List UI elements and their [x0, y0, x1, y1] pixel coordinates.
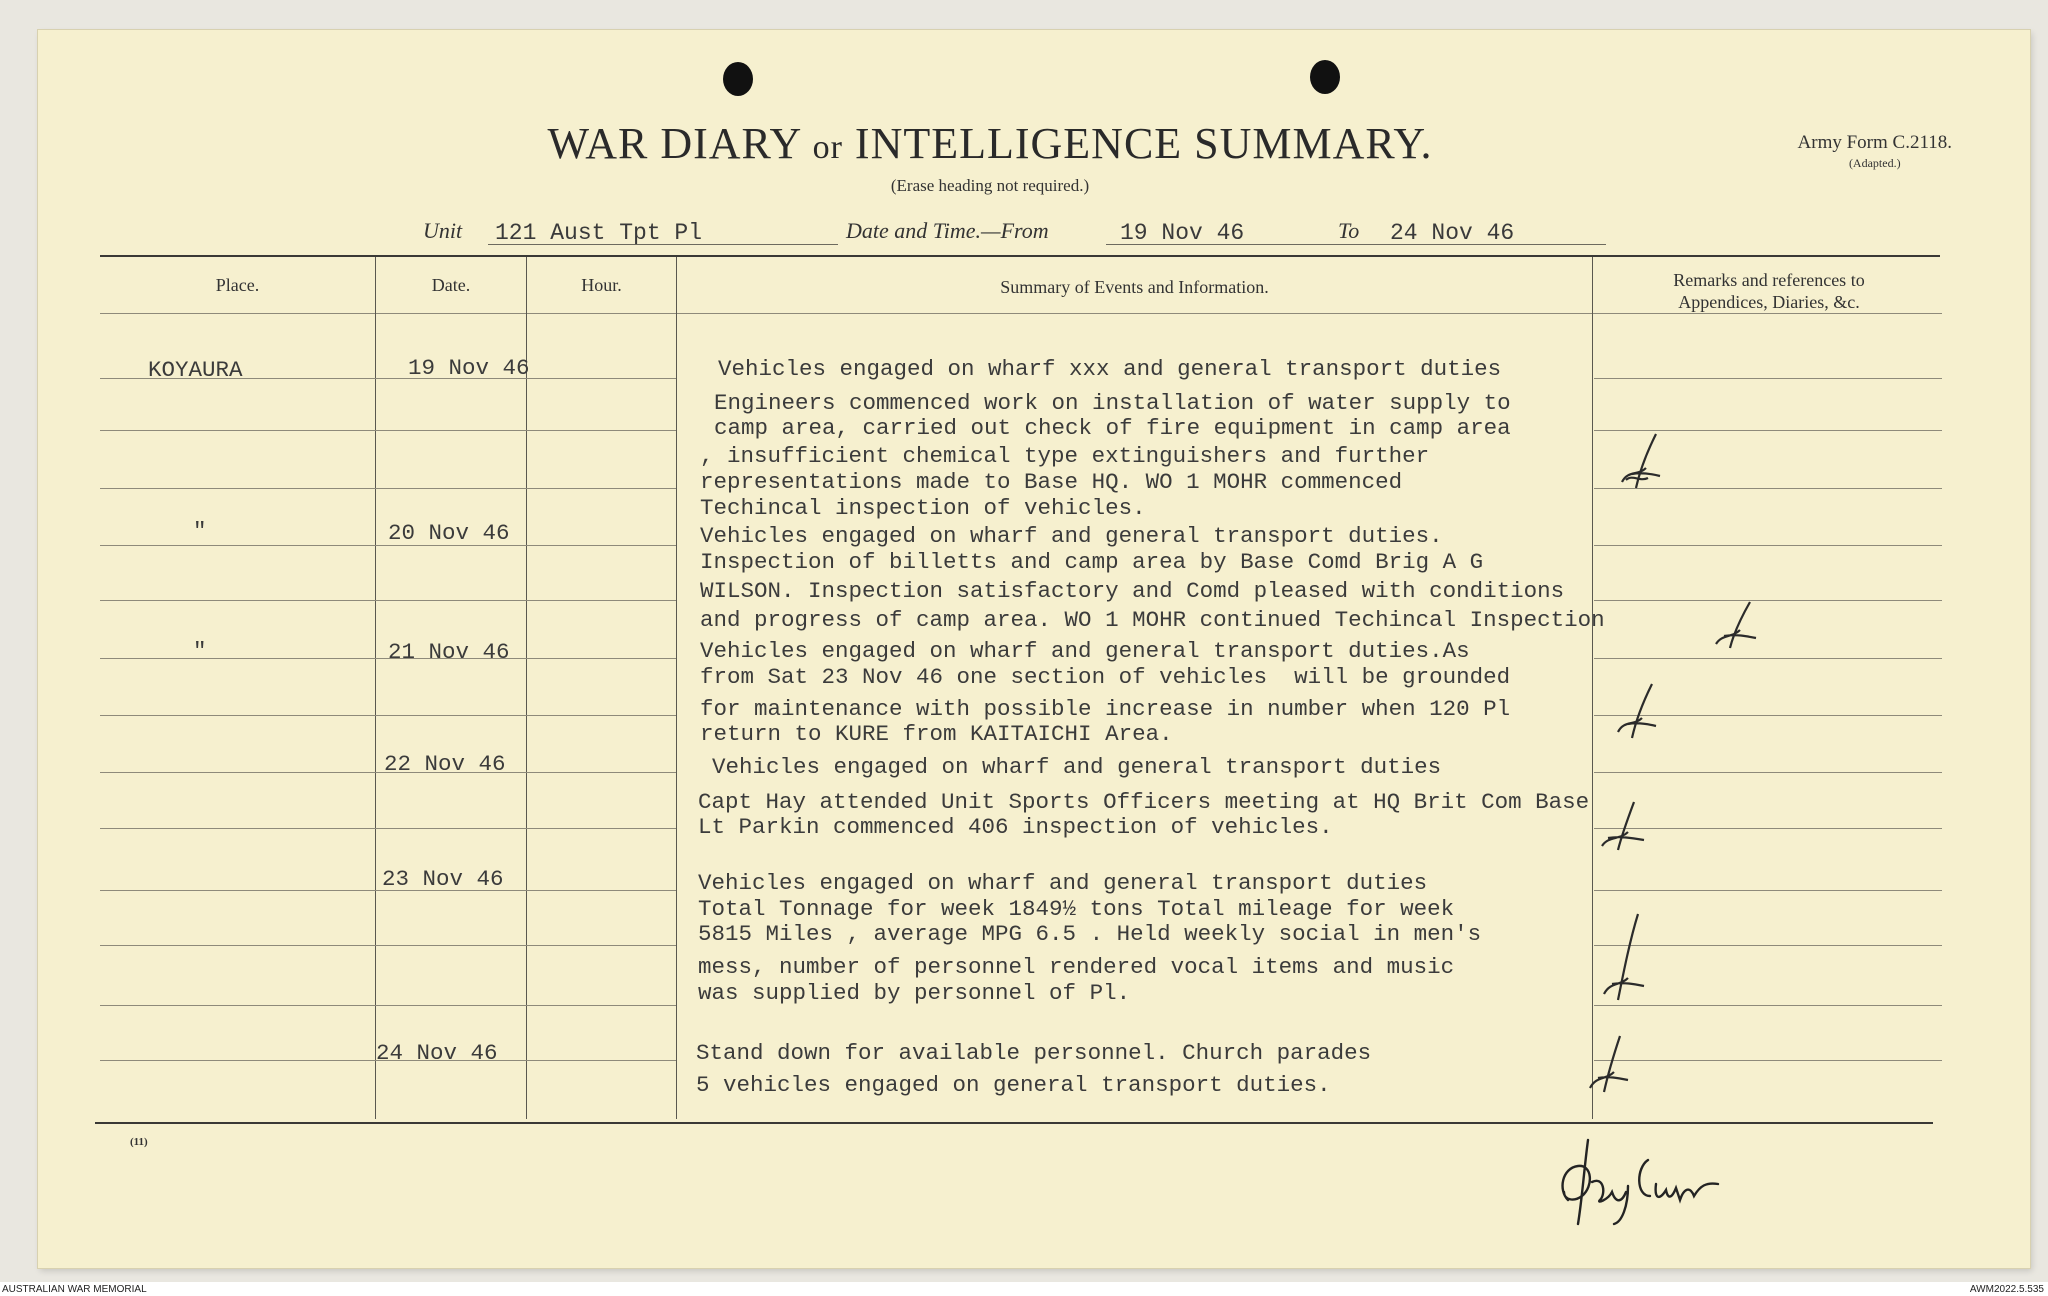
summary-line: Capt Hay attended Unit Sports Officers meeting at HQ Brit Com Base [698, 789, 1590, 815]
date-label: Date and Time.—From [846, 218, 1049, 243]
entry-place: KOYAURA [148, 357, 243, 383]
initials-mark [1618, 430, 1668, 490]
summary-line: Total Tonnage for week 1849½ tons Total mileage for week [698, 896, 1455, 922]
summary-line: was supplied by personnel of Pl. [698, 980, 1131, 1006]
col-divider-date [526, 257, 527, 1119]
unit-underline [488, 244, 838, 245]
remarks-rule [1594, 545, 1942, 546]
title-main: WAR DIARY [547, 119, 801, 168]
entry-date: 24 Nov 46 [376, 1040, 498, 1066]
to-label: To [1338, 218, 1360, 243]
header-hour: Hour. [581, 275, 622, 295]
remarks-rule [1594, 600, 1942, 601]
summary-line: 5 vehicles engaged on general transport duties. [696, 1072, 1331, 1098]
summary-line: for maintenance with possible increase in number when 120 Pl [700, 696, 1511, 722]
summary-line: camp area, carried out check of fire equipment in camp area [714, 415, 1511, 441]
entry-place: " [193, 638, 207, 664]
header-bottom-rule [100, 313, 1942, 314]
initials-mark [1598, 800, 1652, 852]
remarks-rule [1594, 658, 1942, 659]
entry-date: 23 Nov 46 [382, 866, 504, 892]
entry-date: 19 Nov 46 [408, 355, 530, 381]
table-top-rule [100, 255, 1940, 257]
entry-date: 21 Nov 46 [388, 639, 510, 665]
entry-place: " [193, 518, 207, 544]
form-number-text: Army Form C.2118. [1797, 132, 1952, 153]
summary-line: return to KURE from KAITAICHI Area. [700, 721, 1173, 747]
remarks-rule [1594, 1005, 1942, 1006]
header-date: Date. [431, 275, 471, 295]
row-rule [100, 715, 676, 716]
from-value: 19 Nov 46 [1120, 220, 1245, 246]
header-remarks-line1: Remarks and references to [1673, 270, 1865, 290]
date-underline [1106, 244, 1606, 245]
header-place: Place. [215, 275, 260, 295]
remarks-rule [1594, 1060, 1942, 1061]
summary-line: mess, number of personnel rendered vocal items and music [698, 954, 1455, 980]
col-divider-hour [676, 257, 677, 1119]
initials-mark [1712, 600, 1762, 650]
summary-line: Engineers commenced work on installation of water supply to [714, 390, 1511, 416]
punch-hole-right [1310, 60, 1340, 94]
title-rest: INTELLIGENCE SUMMARY. [854, 119, 1433, 168]
footer-source: AUSTRALIAN WAR MEMORIAL [2, 1284, 147, 1295]
unit-value: 121 Aust Tpt Pl [495, 220, 703, 246]
initials-mark [1586, 1032, 1634, 1094]
row-rule [100, 945, 676, 946]
col-divider-place [375, 257, 376, 1119]
form-number [1798, 132, 1952, 171]
summary-line: , insufficient chemical type extinguishers and further [700, 443, 1430, 469]
row-rule [100, 828, 676, 829]
summary-line: Inspection of billetts and camp area by Base Comd Brig A G [700, 549, 1484, 575]
form-adapted: (Adapted.) [1848, 156, 1901, 170]
punch-hole-left [723, 62, 753, 96]
summary-line: representations made to Base HQ. WO 1 MOHR commenced [700, 469, 1403, 495]
page-title [0, 118, 1980, 169]
summary-line: Vehicles engaged on wharf and general transport duties. [700, 523, 1443, 549]
entry-date: 20 Nov 46 [388, 520, 510, 546]
summary-line: Lt Parkin commenced 406 inspection of vehicles. [698, 814, 1333, 840]
erase-note: (Erase heading not required.) [890, 176, 1090, 195]
initials-mark [1600, 910, 1650, 1002]
row-rule [100, 488, 676, 489]
remarks-rule [1594, 772, 1942, 773]
summary-line: Stand down for available personnel. Church parades [696, 1040, 1372, 1066]
unit-label: Unit [423, 218, 463, 243]
row-rule [100, 600, 676, 601]
summary-line: Vehicles engaged on wharf and general transport duties [712, 754, 1442, 780]
remarks-rule [1594, 378, 1942, 379]
to-value: 24 Nov 46 [1390, 220, 1515, 246]
signature [1548, 1120, 1748, 1230]
summary-line: and progress of camp area. WO 1 MOHR continued Techincal Inspection [700, 607, 1605, 633]
header-remarks-line2: Appendices, Diaries, &c. [1678, 292, 1860, 312]
row-rule [100, 430, 676, 431]
header-summary: Summary of Events and Information. [1000, 277, 1269, 297]
remarks-rule [1594, 890, 1942, 891]
form-code: (11) [130, 1136, 148, 1148]
summary-line: from Sat 23 Nov 46 one section of vehicles will be grounded [700, 664, 1511, 690]
summary-line: Techincal inspection of vehicles. [700, 495, 1146, 521]
title-or: or [812, 129, 843, 166]
entry-date: 22 Nov 46 [384, 751, 506, 777]
summary-line: Vehicles engaged on wharf and general transport duties [698, 870, 1428, 896]
summary-line: 5815 Miles , average MPG 6.5 . Held weekly social in men's [698, 921, 1482, 947]
summary-line: Vehicles engaged on wharf xxx and general transport duties [718, 356, 1502, 382]
summary-line: WILSON. Inspection satisfactory and Comd pleased with conditions [700, 578, 1565, 604]
summary-line: Vehicles engaged on wharf and general transport duties.As [700, 638, 1470, 664]
col-divider-summary [1592, 257, 1593, 1119]
footer-accession: AWM2022.5.535 [1969, 1284, 2044, 1295]
initials-mark [1614, 680, 1664, 740]
row-rule [100, 1005, 676, 1006]
